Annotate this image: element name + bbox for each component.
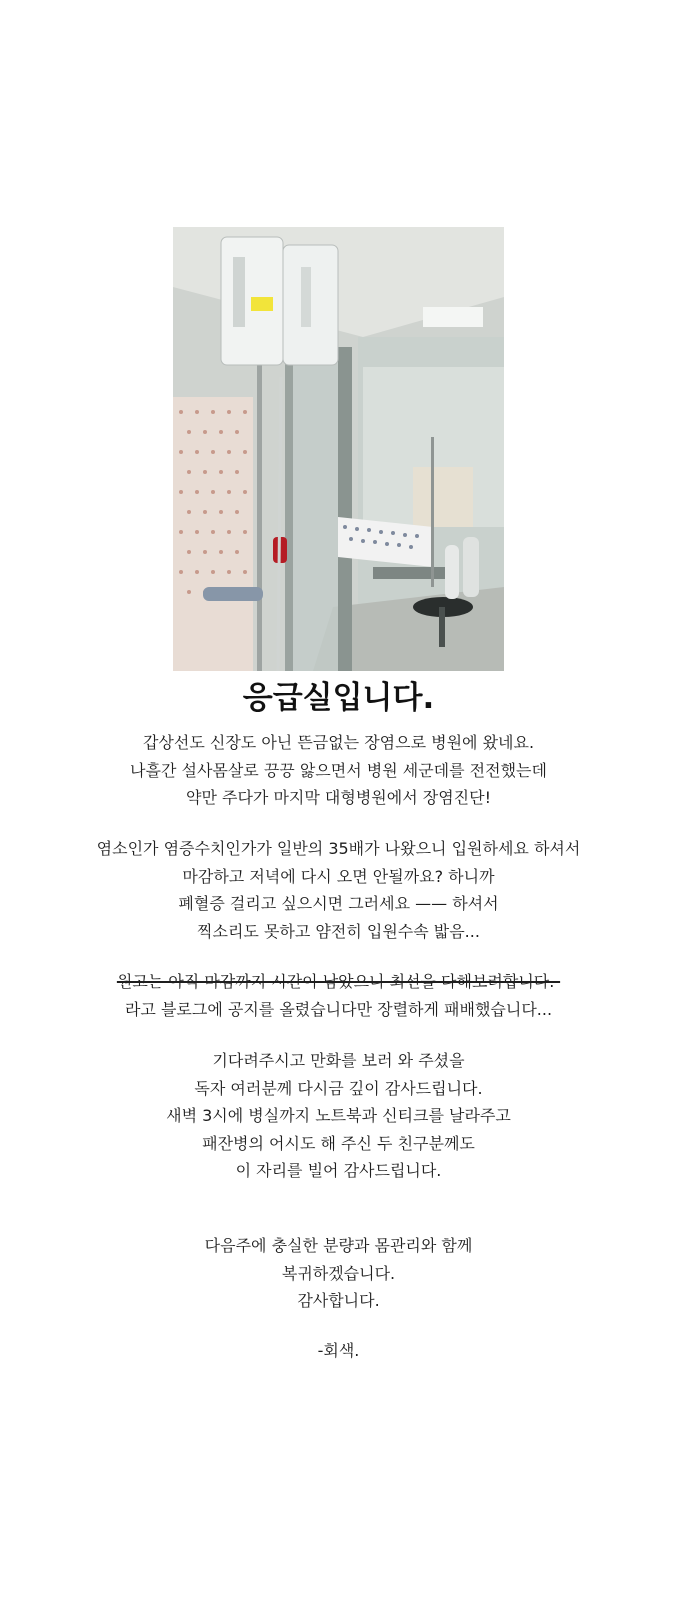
text-line: 나흘간 설사몸살로 끙끙 앓으면서 병원 세군데를 전전했는데 <box>130 760 547 780</box>
text-line: 독자 여러분께 다시금 깊이 감사드립니다. <box>194 1078 483 1098</box>
text-line: 염소인가 염증수치인가가 일반의 35배가 나왔으니 입원하세요 하셔서 <box>96 839 581 858</box>
hospital-emergency-room-photo <box>173 227 504 671</box>
text-line: 갑상선도 신장도 아닌 뜬금없는 장염으로 병원에 왔네요. <box>142 733 535 752</box>
paragraph-admission <box>0 835 677 945</box>
text-line: 다음주에 충실한 분량과 몸관리와 함께 <box>204 1236 473 1255</box>
author-signature: -회색. <box>317 1341 360 1360</box>
text-line: 찍소리도 못하고 얌전히 입원수속 밟음... <box>197 921 480 941</box>
paragraph-return <box>0 1232 677 1315</box>
text-line: 패잔병의 어시도 해 주신 두 친구분께도 <box>202 1133 475 1153</box>
text-line: 폐혈증 걸리고 싶으시면 그러세요 —— 하셔서 <box>178 894 499 913</box>
signature <box>0 1337 677 1365</box>
text-line: 라고 블로그에 공지를 올렸습니다만 장렬하게 패배했습니다... <box>124 999 553 1019</box>
paragraph-deadline-notice <box>0 968 677 1023</box>
text-line: 마감하고 저녁에 다시 오면 안될까요? 하니까 <box>182 866 495 886</box>
paragraph-thanks <box>0 1047 677 1185</box>
strikethrough-text-line: 원고는 아직 마감까지 시간이 남았으니 최선을 다해보려합니다.- <box>116 972 561 991</box>
text-line: 이 자리를 빌어 감사드립니다. <box>235 1161 442 1180</box>
text-line: 복귀하겠습니다. <box>281 1263 396 1283</box>
text-line: 새벽 3시에 병실까지 노트북과 신티크를 날라주고 <box>166 1106 511 1125</box>
paragraph-hospital-visit <box>0 729 677 812</box>
text-line: 감사합니다. <box>297 1291 380 1310</box>
text-line: 기다려주시고 만화를 보러 와 주셨을 <box>212 1051 465 1070</box>
text-line: 약만 주다가 마지막 대형병원에서 장염진단! <box>186 788 491 807</box>
page-title: 응급실입니다. <box>242 680 435 716</box>
